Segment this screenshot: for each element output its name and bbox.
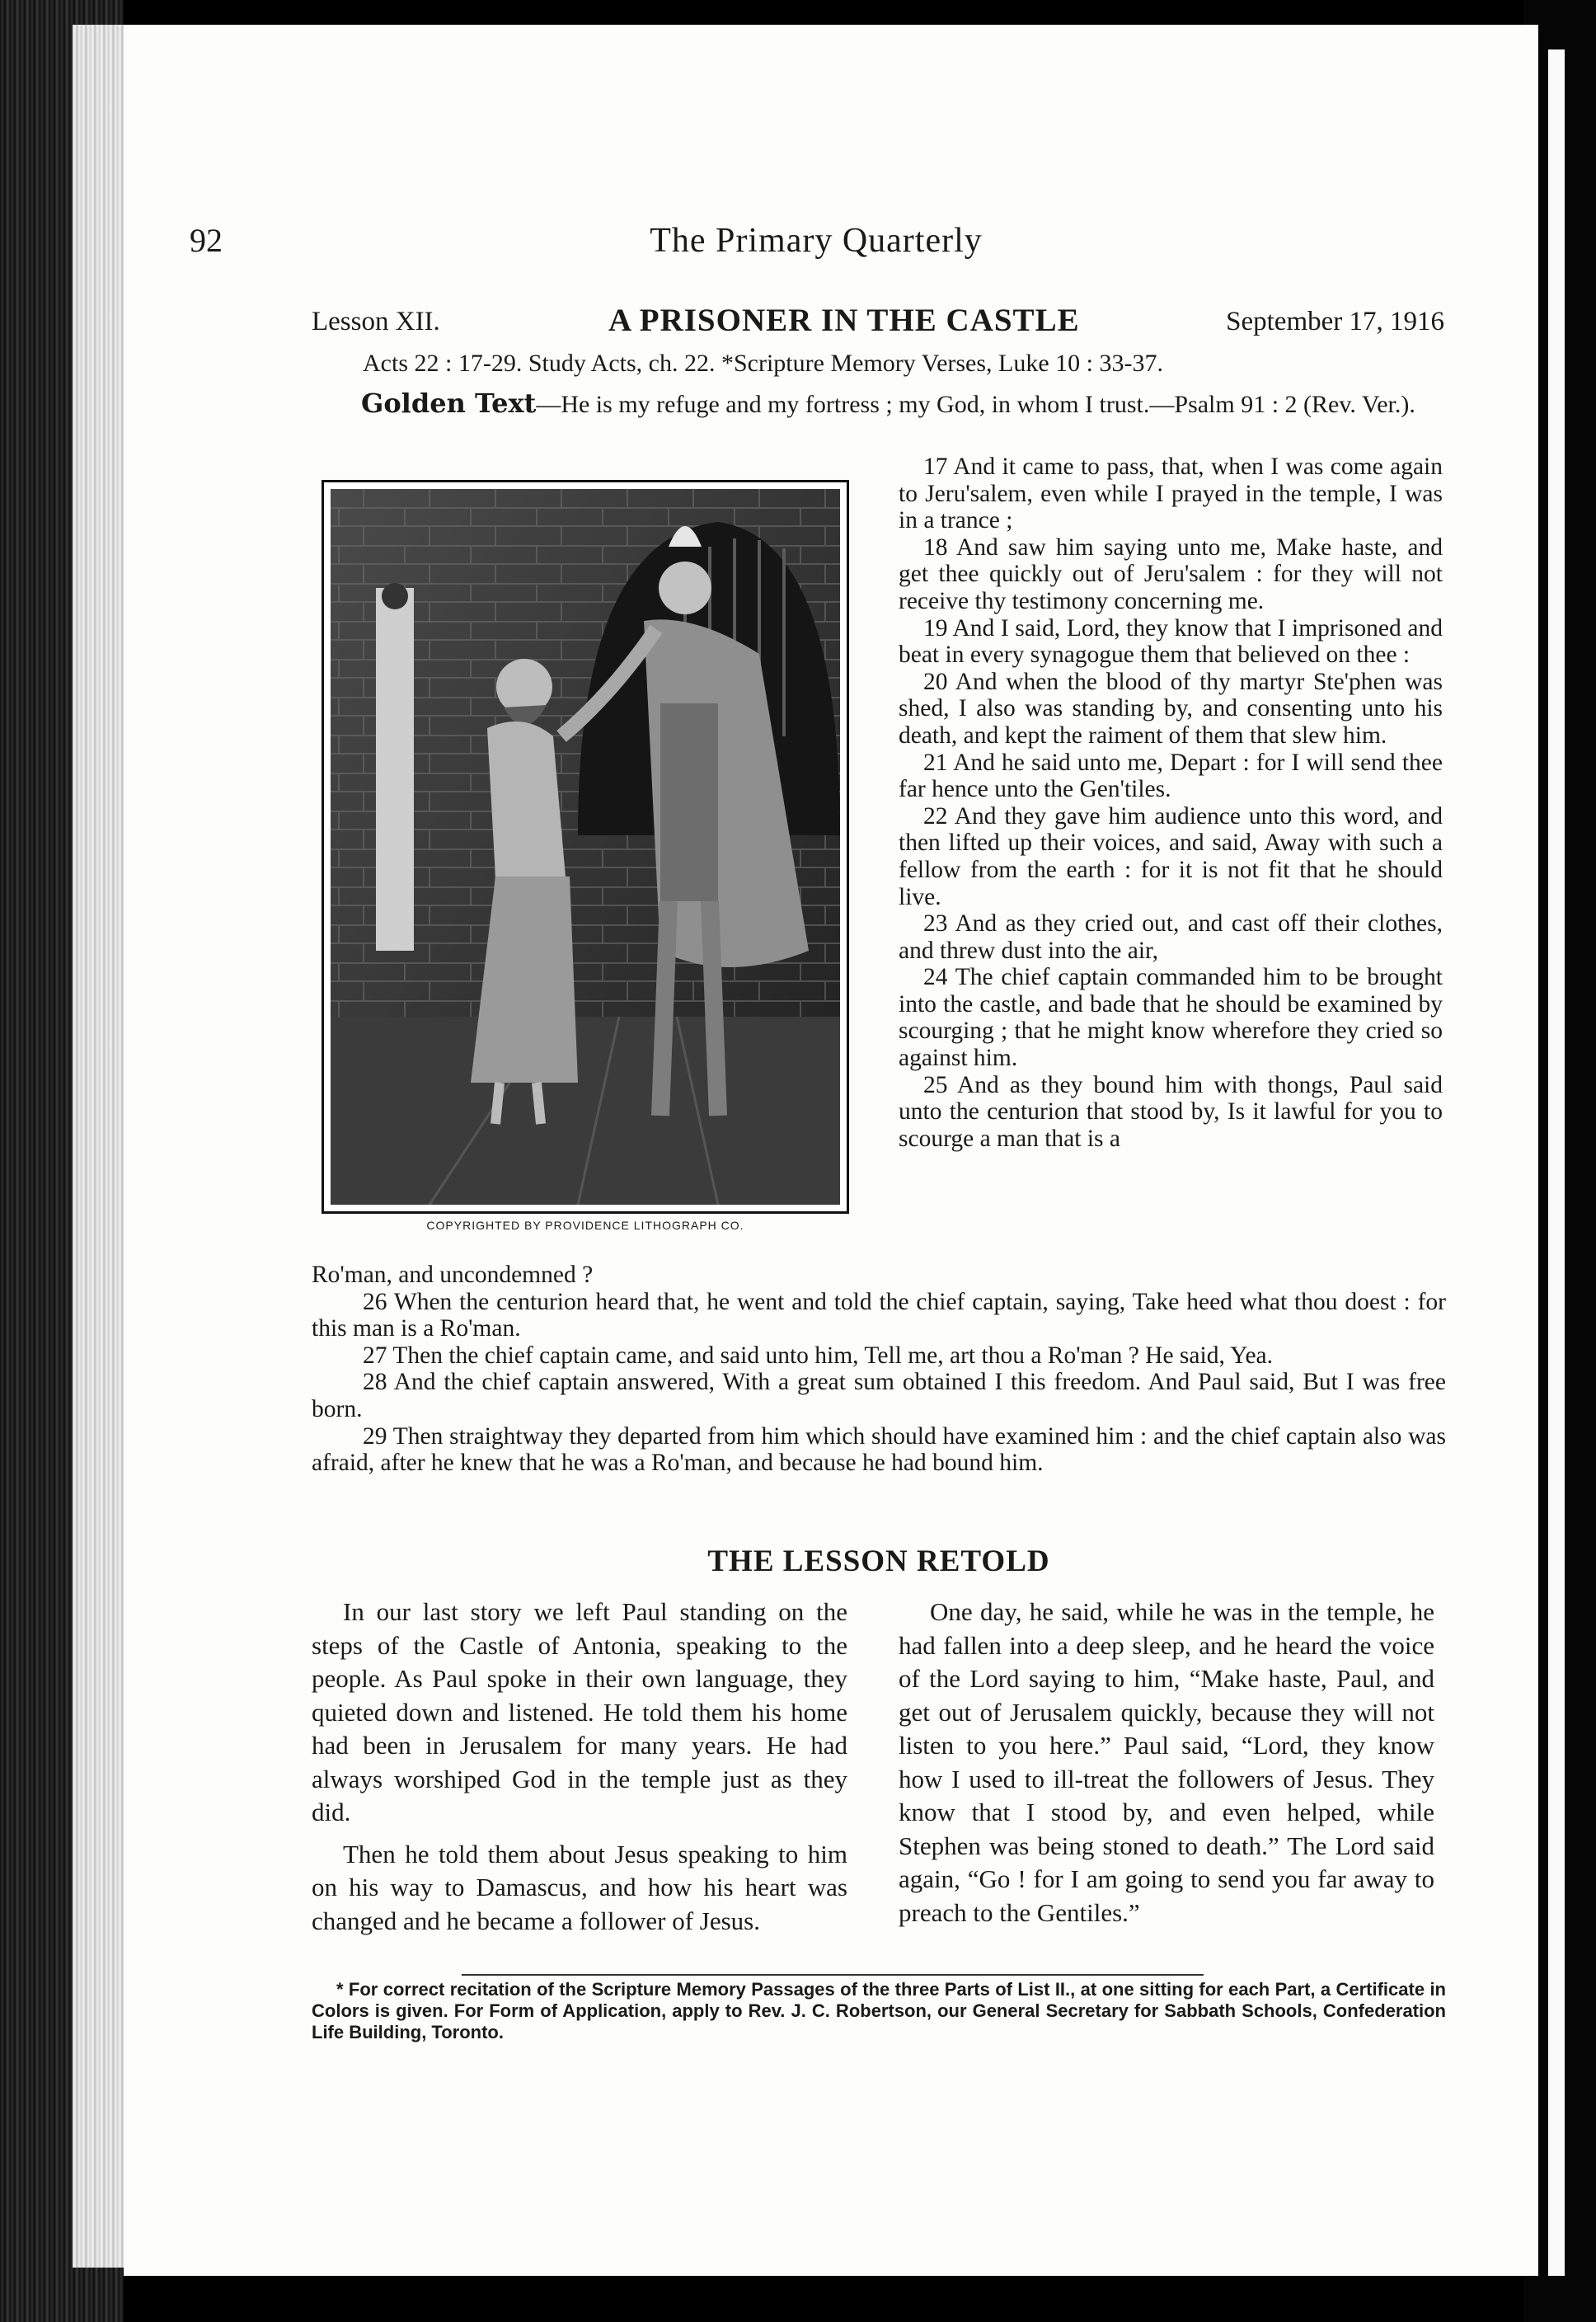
- journal-title: The Primary Quarterly: [650, 222, 983, 260]
- lesson-date: September 17, 1916: [1226, 307, 1444, 336]
- scripture-reference: Acts 22 : 17-29. Study Acts, ch. 22. *Scripture Memory Verses, Luke 10 : 33-37.: [363, 350, 1164, 377]
- footnote-divider: [462, 1974, 1204, 1976]
- verse-22: 22 And they gave him audience unto this word, and then lifted up their voices, and said, Away with such a fellow from the earth : for it is not fit that he should live.: [899, 802, 1443, 910]
- golden-text-body: —He is my refuge and my fortress ; my God, in whom I trust.—Psalm 91 : 2 (Rev. Ver.).: [536, 391, 1415, 418]
- verse-28: 28 And the chief captain answered, With a great sum obtained I this freedom. And Paul said, But I was free born.: [312, 1369, 1446, 1422]
- illustration-figure: [322, 480, 849, 1232]
- verse-20: 20 And when the blood of thy martyr Ste'phen was shed, I also was standing by, and consenting unto his death, and kept the raiment of them that slew him.: [899, 668, 1443, 749]
- verse-23: 23 And as they cried out, and cast off their clothes, and threw dust into the air,: [899, 910, 1443, 964]
- verse-25-continuation: Ro'man, and uncondemned ?: [312, 1262, 594, 1288]
- verse-24: 24 The chief captain commanded him to be brought into the castle, and bade that he should be examined by scourging ; that he might know wherefore they cried so against him.: [899, 964, 1443, 1072]
- lesson-title: A PRISONER IN THE CASTLE: [608, 303, 1080, 338]
- page-stack-edges: [73, 25, 124, 2268]
- footnote: * For correct recitation of the Scripture Memory Passages of the three Parts of List II., at one sitting for each Part, a Certificate in Colors is given. For Form of Application, apply to Rev. J. C. Robertson, our General Secretary for Sabbath Schools, Confederation Life Building, Toronto.: [312, 1979, 1446, 2042]
- scripture-verses-full-width: [312, 1262, 1446, 1477]
- verse-26: 26 When the centurion heard that, he went and told the chief captain, saying, Take heed what thou doest : for this man is a Ro'man.: [312, 1288, 1446, 1342]
- retold-left-column: [312, 1596, 847, 1946]
- retold-right-column: [899, 1596, 1434, 1938]
- retold-paragraph: In our last story we left Paul standing on the steps of the Castle of Antonia, speaking to the people. As Paul spoke in their own language, they quieted down and listened. He told them his home had been in Jerusalem for many years. He had always worshiped God in the temple just as they did.: [312, 1597, 847, 1826]
- lesson-retold-heading: THE LESSON RETOLD: [707, 1544, 1050, 1578]
- illustration-frame: [322, 480, 849, 1214]
- lesson-number: Lesson XII.: [312, 307, 440, 336]
- lesson-header: [312, 302, 1444, 348]
- verse-19: 19 And I said, Lord, they know that I imprisoned and beat in every synagogue them that believed on thee :: [899, 614, 1443, 669]
- retold-paragraph: Then he told them about Jesus speaking to him on his way to Damascus, and how his heart was changed and he became a follower of Jesus.: [312, 1839, 847, 1935]
- verse-25: 25 And as they bound him with thongs, Paul said unto the centurion that stood by, Is it lawful for you to scourge a man that is a: [899, 1071, 1443, 1152]
- verse-18: 18 And saw him saying unto me, Make haste, and get thee quickly out of Jeru'salem : for they will not receive thy testimony concerning me.: [899, 533, 1443, 614]
- golden-text-label: Golden Text: [361, 388, 537, 419]
- scripture-verses-right-column: [899, 454, 1443, 1152]
- verse-17: 17 And it came to pass, that, when I was come again to Jeru'salem, even while I prayed in the temple, I was in a trance ;: [899, 454, 1443, 534]
- verse-21: 21 And he said unto me, Depart : for I will send thee far hence unto the Gen'tiles.: [899, 749, 1443, 803]
- retold-paragraph: One day, he said, while he was in the temple, he had fallen into a deep sleep, and he heard the voice of the Lord saying to him, “Make haste, Paul, and get out of Jerusalem quickly, because they will not listen to you here.” Paul said, “Lord, they know how I used to ill-treat the followers of Jesus. They know that I stood by, and even helped, while Stephen was being stoned to death.” The Lord said again, “Go ! for I am going to send you far away to preach to the Gentiles.”: [899, 1597, 1434, 1927]
- golden-text: [312, 389, 1446, 419]
- running-head: [190, 221, 1443, 279]
- page-number: 92: [190, 222, 223, 259]
- verse-29: 29 Then straightway they departed from him which should have examined him : and the chief captain also was afraid, after he knew that he was a Ro'man, and because he had bound him.: [312, 1422, 1446, 1477]
- facing-page-edge: [1548, 49, 1565, 2276]
- verse-27: 27 Then the chief captain came, and said unto him, Tell me, art thou a Ro'man ? He said, Yea.: [363, 1342, 1274, 1369]
- illustration-paul-and-roman-officer: [331, 489, 840, 1205]
- illustration-caption: COPYRIGHTED BY PROVIDENCE LITHOGRAPH CO.: [426, 1219, 744, 1232]
